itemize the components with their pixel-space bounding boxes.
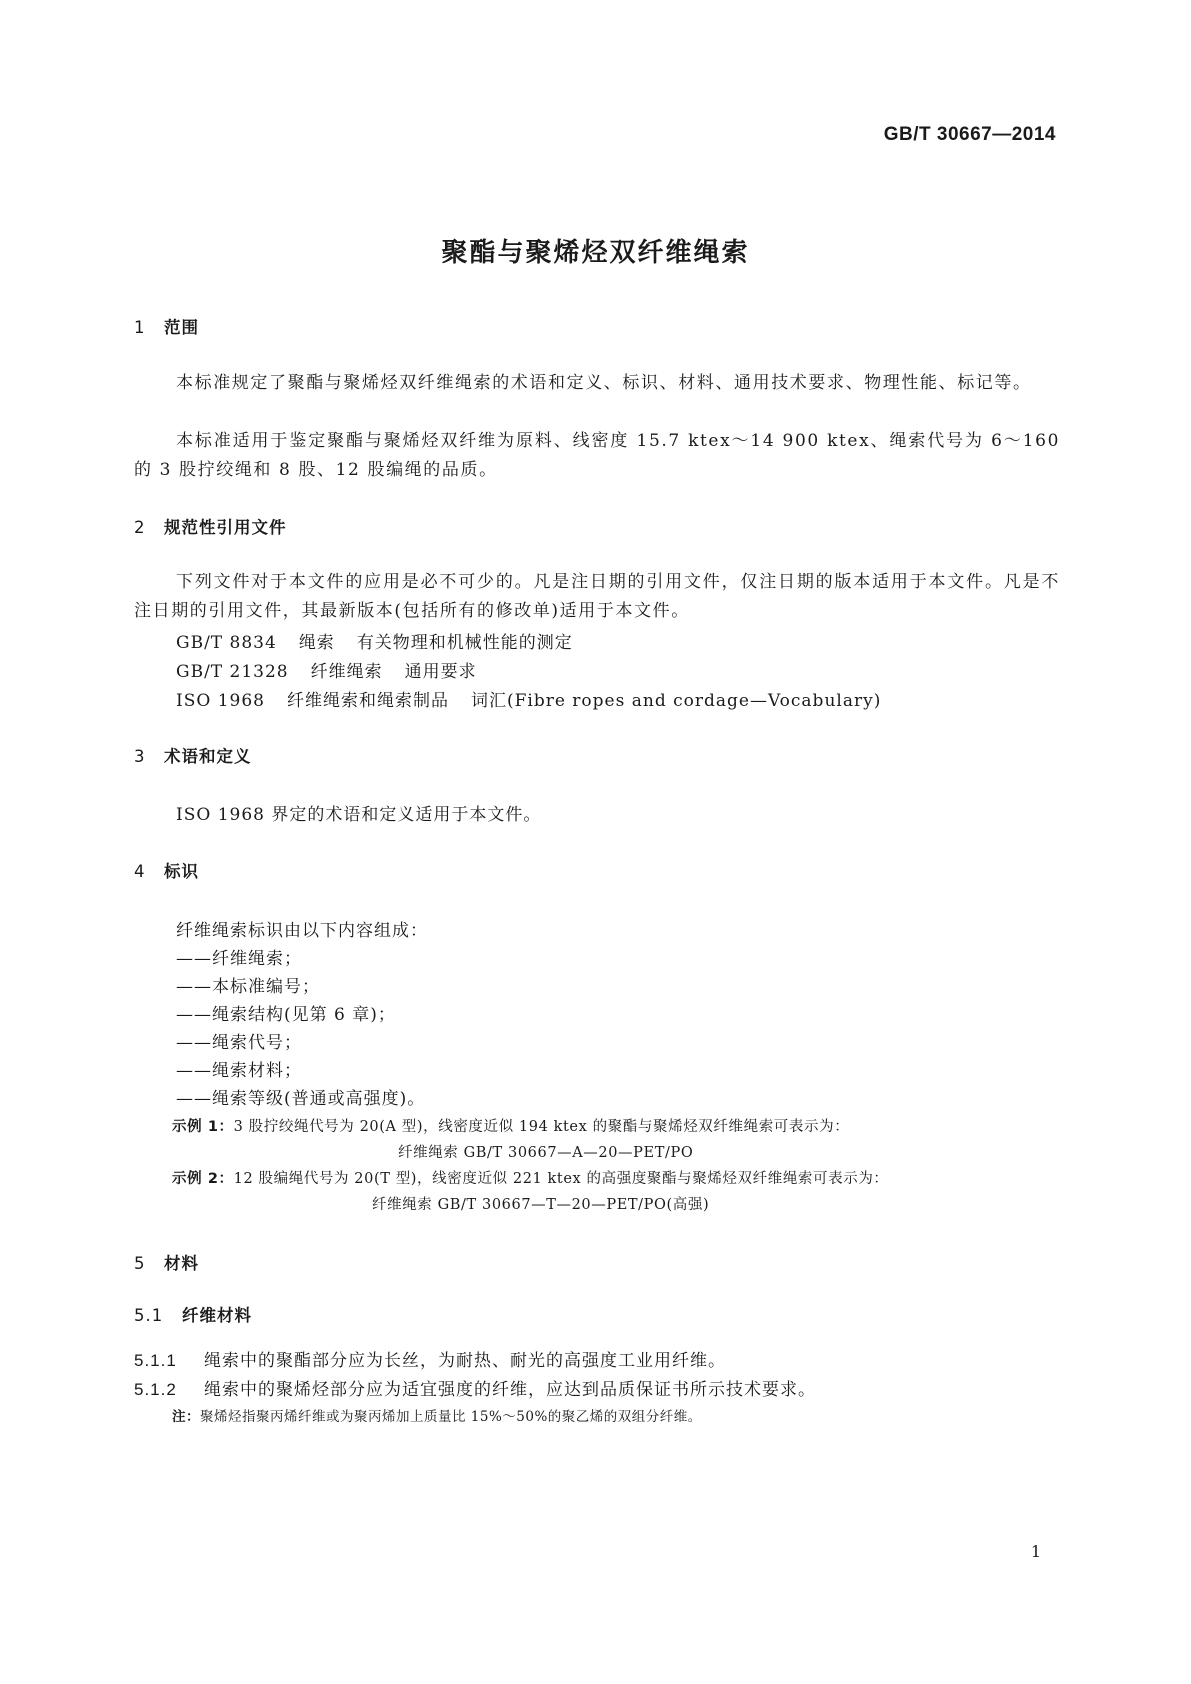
section-heading-normative-references (134, 514, 287, 538)
standard-number: GB/T 30667—2014 (883, 124, 1056, 145)
section-title: 范围 (164, 318, 199, 337)
clause-5-1-2 (134, 1375, 816, 1400)
clause-text: 绳索中的聚酯部分应为长丝，为耐热、耐光的高强度工业用纤维。 (204, 1351, 726, 1371)
reference-desc: 有关物理和机械性能的测定 (356, 633, 573, 653)
note-text: 聚烯烃指聚丙烯纤维或为聚丙烯加上质量比 15%～50%的聚乙烯的双组分纤维。 (200, 1409, 702, 1425)
reference-desc: 通用要求 (404, 662, 477, 682)
reference-item (176, 628, 573, 653)
example-label: 示例 2： (172, 1171, 234, 1187)
list-item: ——绳索代号； (176, 1033, 302, 1053)
reference-name: 绳索 (298, 633, 335, 653)
note-label: 注： (172, 1409, 200, 1425)
document-title: 聚酯与聚烯烃双纤维绳索 (441, 238, 750, 268)
list-item: ——绳索材料； (176, 1061, 302, 1081)
example-2 (172, 1167, 889, 1188)
references-paragraph: 下列文件对于本文件的应用是必不可少的。凡是注日期的引用文件，仅注日期的版本适用于本文件。凡是不注日期的引用文件，其最新版本(包括所有的修改单)适用于本文件。 (134, 572, 1060, 621)
subsection-number: 5.1 (134, 1306, 164, 1325)
clause-text: 绳索中的聚烯烃部分应为适宜强度的纤维，应达到品质保证书所示技术要求。 (204, 1380, 816, 1400)
reference-name: 纤维绳索 (310, 662, 383, 682)
note (172, 1405, 702, 1425)
identification-intro: 纤维绳索标识由以下内容组成： (176, 921, 428, 941)
example-text: 12 股编绳代号为 20(T 型)，线密度近似 221 ktex 的高强度聚酯与聚烯烃双纤维绳索可表示为： (233, 1171, 889, 1187)
reference-name: 纤维绳索和绳索制品 (286, 691, 449, 711)
example-1 (172, 1115, 849, 1136)
reference-code: ISO 1968 (176, 691, 265, 711)
example-label: 示例 1： (172, 1119, 234, 1135)
section-number: 4 (134, 862, 146, 881)
section-title: 标识 (164, 862, 199, 881)
section-number: 5 (134, 1254, 146, 1273)
example-1-marking: 纤维绳索 GB/T 30667—A—20—PET/PO (398, 1145, 694, 1161)
section-heading-scope (134, 314, 199, 338)
list-item: ——绳索结构(见第 6 章)； (176, 1005, 396, 1025)
section-title: 规范性引用文件 (164, 518, 287, 537)
clause-number: 5.1.2 (134, 1380, 177, 1399)
section-heading-identification (134, 858, 199, 882)
scope-paragraph-1: 本标准规定了聚酯与聚烯烃双纤维绳索的术语和定义、标识、材料、通用技术要求、物理性能、标记等。 (176, 373, 1032, 393)
section-heading-materials (134, 1250, 199, 1274)
clause-5-1-1 (134, 1346, 726, 1371)
example-text: 3 股拧绞绳代号为 20(A 型)，线密度近似 194 ktex 的聚酯与聚烯烃双纤维绳索可表示为： (233, 1119, 850, 1135)
list-item: ——本标准编号； (176, 977, 320, 997)
reference-code: GB/T 21328 (176, 662, 289, 682)
scope-paragraph-2: 本标准适用于鉴定聚酯与聚烯烃双纤维为原料、线密度 15.7 ktex～14 900 ktex、绳索代号为 6～160 的 3 股拧绞绳和 8 股、12 股编绳的品质。 (134, 431, 1060, 480)
subsection-heading-fibre-materials (134, 1302, 252, 1326)
section-number: 2 (134, 518, 146, 537)
reference-code: GB/T 8834 (176, 633, 277, 653)
subsection-title: 纤维材料 (182, 1306, 252, 1325)
example-2-marking: 纤维绳索 GB/T 30667—T—20—PET/PO(高强) (372, 1197, 710, 1213)
section-heading-terms (134, 743, 252, 767)
page-number: 1 (1030, 1542, 1041, 1561)
reference-desc: 词汇(Fibre ropes and cordage—Vocabulary) (470, 691, 882, 711)
reference-item (176, 657, 477, 682)
section-title: 材料 (164, 1254, 199, 1273)
reference-item (176, 686, 881, 711)
terms-paragraph: ISO 1968 界定的术语和定义适用于本文件。 (176, 805, 542, 825)
list-item: ——绳索等级(普通或高强度)。 (176, 1089, 426, 1109)
section-title: 术语和定义 (164, 747, 252, 766)
section-number: 3 (134, 747, 146, 766)
section-number: 1 (134, 318, 146, 337)
list-item: ——纤维绳索； (176, 949, 302, 969)
clause-number: 5.1.1 (134, 1351, 177, 1370)
